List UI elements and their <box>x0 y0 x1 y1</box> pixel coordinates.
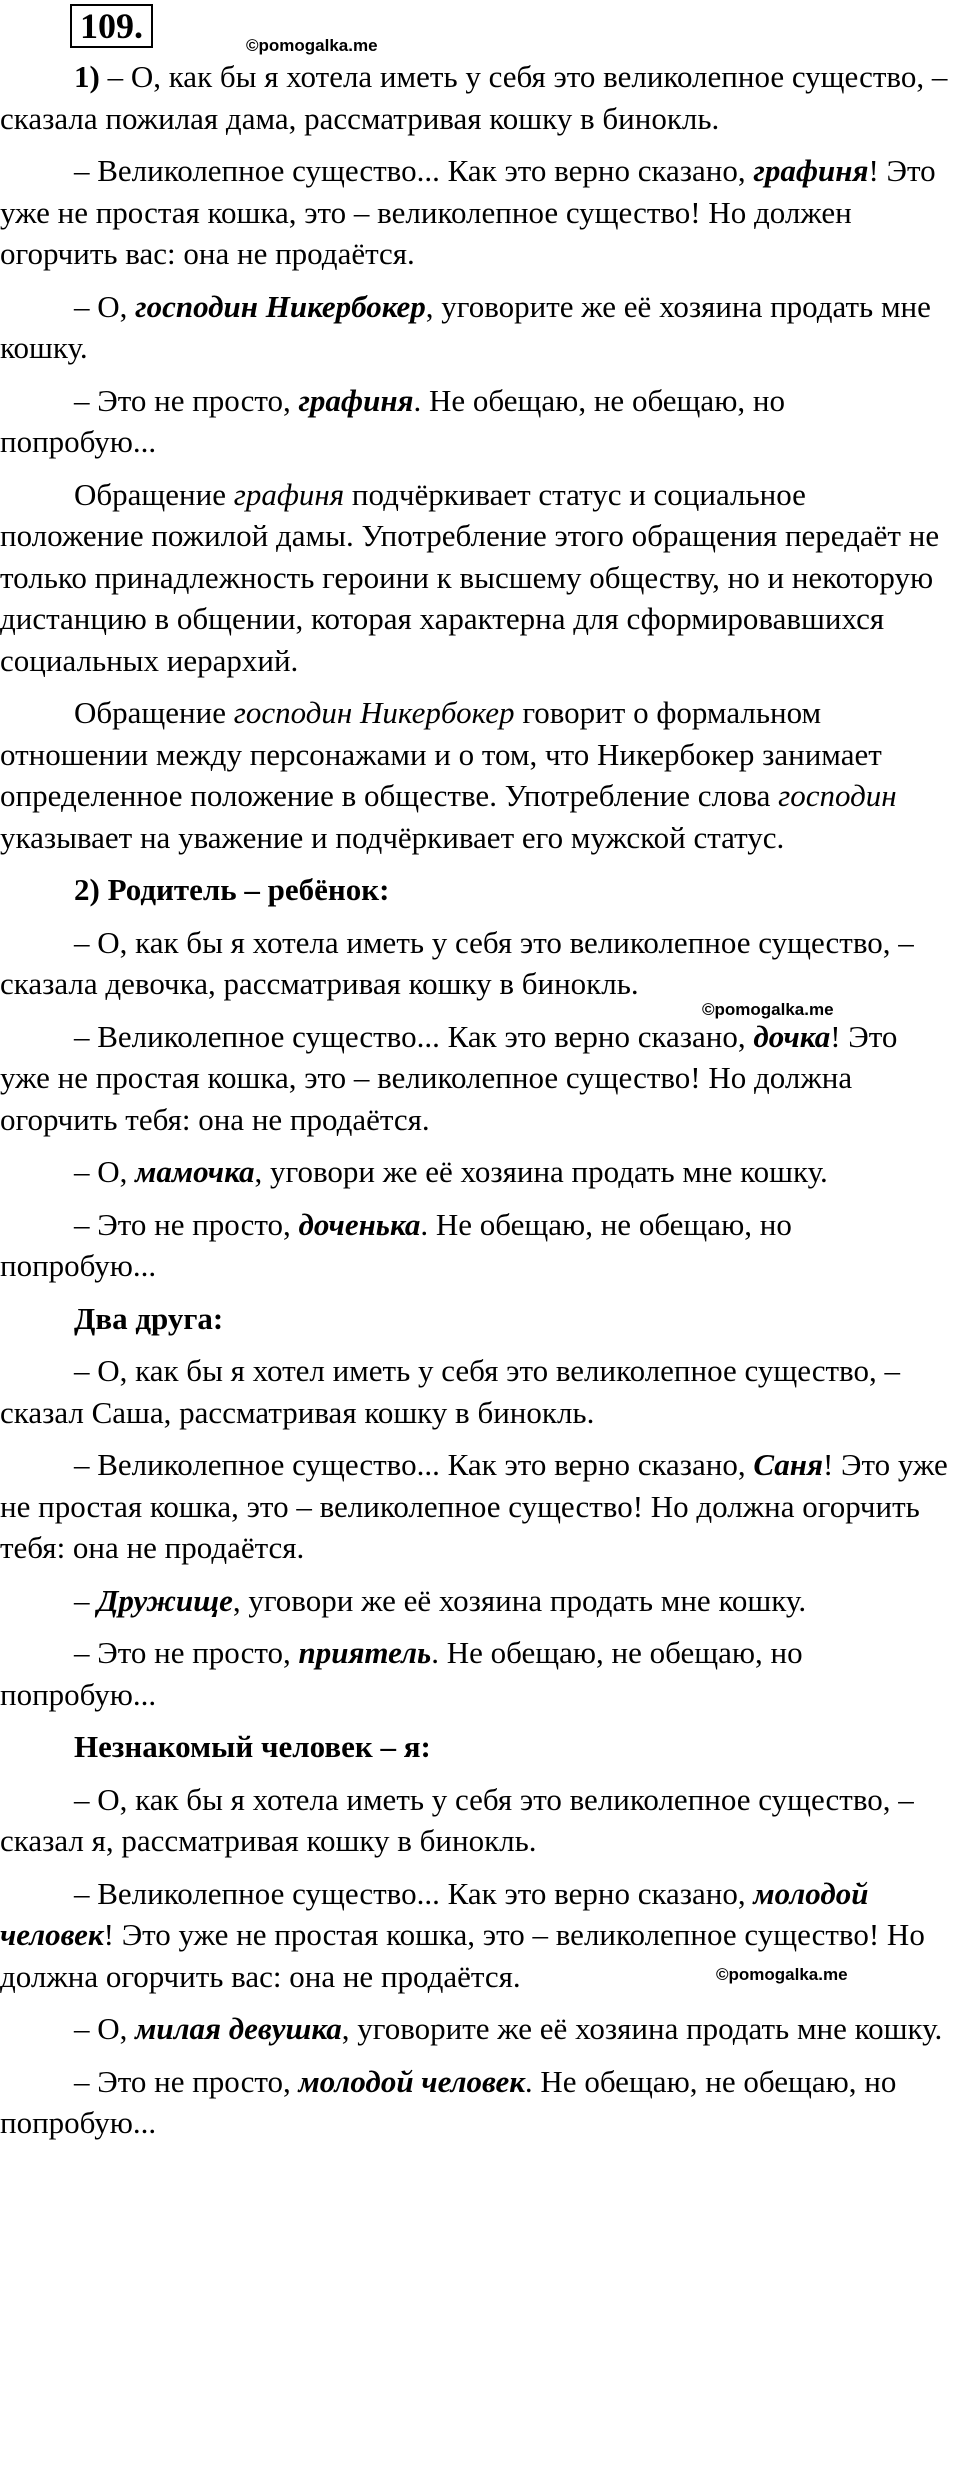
text-run: – О, как бы я хотела иметь у себя это великолепное существо, – сказал я, рассматривая кошку в бинокль. <box>0 1781 914 1858</box>
text-run: – Великолепное существо... Как это верно сказано, <box>74 153 754 188</box>
text-run: – О, как бы я хотела иметь у себя это великолепное существо, – сказала девочка, рассматривая кошку в бинокль. <box>0 924 914 1001</box>
text-run: . Не обещаю, не обещаю, но попробую... <box>0 382 785 459</box>
emphasized-text: приятель <box>298 1635 432 1670</box>
text-run: – Это не просто, <box>74 1206 299 1242</box>
exercise-text <box>0 56 948 2155</box>
text-run: Обращение <box>74 476 234 512</box>
watermark: ©pomogalka.me <box>246 36 378 55</box>
text-run: ! Это уже не простая кошка, это – великолепное существо! Но должна огорчить тебя: она не продаётся. <box>0 1018 898 1137</box>
text-run: – <box>74 1582 98 1618</box>
text-run: , уговорите же её хозяина продать мне кошку. <box>341 2011 943 2046</box>
text-run: . Не обещаю, не обещаю, но попробую... <box>0 1635 803 1712</box>
text-run: – О, как бы я хотела иметь у себя это великолепное существо, – сказала пожилая дама, рассматривая кошку в бинокль. <box>0 59 948 136</box>
paragraph <box>0 1016 948 1141</box>
text-run: – Это не просто, <box>74 1635 299 1670</box>
paragraph <box>0 1779 948 1862</box>
paragraph <box>0 1444 948 1569</box>
emphasized-text: доченька <box>298 1206 421 1242</box>
text-run: – Это не просто, <box>74 2063 299 2099</box>
text-run: Обращение <box>74 695 234 730</box>
text-run: – О, <box>74 2011 136 2046</box>
emphasized-text: дочка <box>753 1018 831 1054</box>
text-run: – Великолепное существо... Как это верно сказано, <box>74 1018 754 1054</box>
emphasized-text: Дружище <box>97 1582 233 1618</box>
text-run: – Это не просто, <box>74 382 299 418</box>
paragraph <box>0 1873 948 1998</box>
exercise-number: 109. <box>70 4 153 48</box>
paragraph <box>0 150 948 275</box>
paragraph <box>0 1632 948 1715</box>
emphasized-text: графиня <box>298 382 414 418</box>
emphasized-text: молодой человек <box>0 1875 869 1952</box>
watermark: ©pomogalka.me <box>702 1000 834 1019</box>
watermark: ©pomogalka.me <box>716 1965 848 1984</box>
text-run: подчёркивает статус и социальное положение пожилой дамы. Употребление этого обращения передаёт не только принадлежность героини к высшему обществу, но и некоторую дистанцию в общении, которая характерна для сформировавшихся социальных иерархий. <box>0 476 940 678</box>
paragraph <box>0 1580 948 1622</box>
text-run: ! Это уже не простая кошка, это – великолепное существо! Но должен огорчить вас: она не продаётся. <box>0 153 936 271</box>
text-run: указывает на уважение и подчёркивает его мужской статус. <box>0 819 785 855</box>
text-run: 2) Родитель – ребёнок: <box>74 872 390 907</box>
paragraph <box>0 2061 948 2144</box>
emphasized-text: господин Никербокер <box>135 288 426 324</box>
text-run: Незнакомый человек – я: <box>74 1729 431 1764</box>
text-run: , уговори же её хозяина продать мне кошку. <box>254 1154 828 1189</box>
text-run: – Великолепное существо... Как это верно сказано, <box>74 1447 754 1482</box>
text-run: – О, как бы я хотел иметь у себя это великолепное существо, – сказал Саша, рассматривая кошку в бинокль. <box>0 1353 900 1430</box>
text-run: – Великолепное существо... Как это верно сказано, <box>74 1875 754 1911</box>
paragraph <box>0 1350 948 1433</box>
text-run: – О, <box>74 1154 136 1189</box>
text-run: , уговори же её хозяина продать мне кошку. <box>232 1582 807 1618</box>
paragraph <box>0 1204 948 1287</box>
paragraph <box>0 1151 948 1193</box>
text-run: ! Это уже не простая кошка, это – великолепное существо! Но должна огорчить тебя: она не продаётся. <box>0 1447 948 1565</box>
emphasized-text: 1) <box>74 59 100 94</box>
paragraph <box>0 380 948 463</box>
paragraph <box>0 2008 948 2050</box>
paragraph <box>0 692 948 858</box>
text-run: . Не обещаю, не обещаю, но попробую... <box>0 1206 792 1283</box>
section-heading <box>0 1726 948 1768</box>
emphasized-text: графиня <box>753 153 869 188</box>
emphasized-text: графиня <box>233 476 345 512</box>
text-run: – О, <box>74 288 136 324</box>
text-run: ! Это уже не простая кошка, это – великолепное существо! Но должна огорчить вас: она не продаётся. <box>0 1917 925 1994</box>
text-run: , уговорите же её хозяина продать мне кошку. <box>0 288 931 365</box>
paragraph <box>0 922 948 1005</box>
emphasized-text: Саня <box>753 1447 823 1482</box>
paragraph <box>0 474 948 682</box>
section-heading <box>0 869 948 911</box>
paragraph <box>0 56 948 139</box>
text-run: Два друга: <box>74 1300 224 1336</box>
paragraph <box>0 286 948 369</box>
text-run: . Не обещаю, не обещаю, но попробую... <box>0 2063 897 2140</box>
emphasized-text: господин <box>778 778 897 813</box>
emphasized-text: мамочка <box>135 1154 255 1189</box>
emphasized-text: господин Никербокер <box>233 695 515 730</box>
emphasized-text: молодой человек <box>298 2063 525 2099</box>
text-run: говорит о формальном отношении между персонажами и о том, что Никербокер занимает определенное положение в обществе. Употребление слова <box>0 695 882 813</box>
section-heading <box>0 1298 948 1340</box>
emphasized-text: милая девушка <box>135 2011 342 2046</box>
